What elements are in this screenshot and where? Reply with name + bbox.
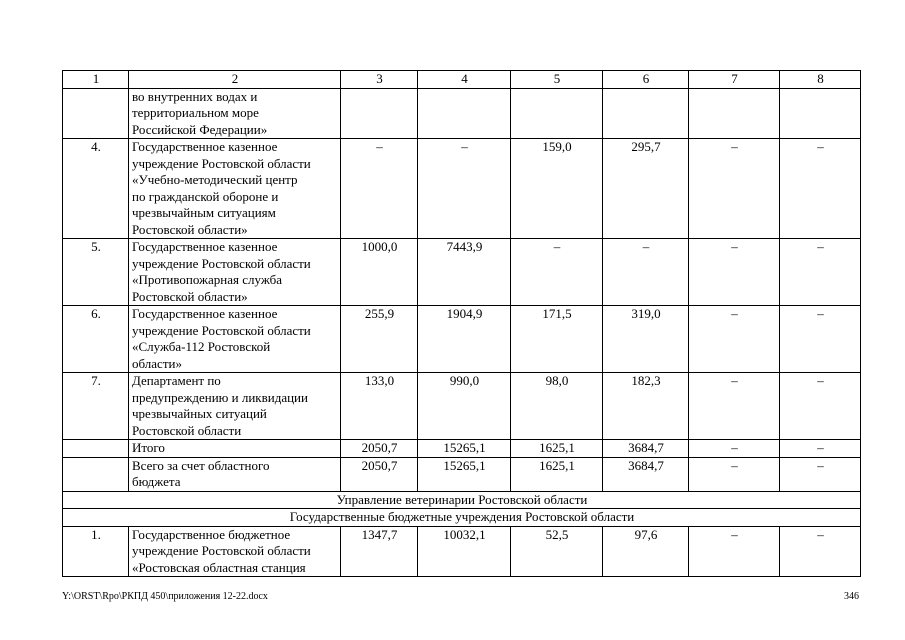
cell-col7: – — [689, 457, 780, 491]
row-number: 7. — [63, 373, 129, 440]
cell-col6: – — [603, 239, 689, 306]
table-row — [63, 373, 861, 440]
row-number: 6. — [63, 306, 129, 373]
cell-col3: 1347,7 — [341, 526, 418, 577]
column-header: 4 — [418, 71, 511, 89]
cell-col8: – — [780, 373, 861, 440]
section-row-institution-type — [63, 509, 861, 527]
row-name: Итого — [129, 440, 341, 458]
budget-table — [62, 70, 861, 577]
row-name: Государственное казенное учреждение Ростовской области «Учебно-методический центр по гражданской обороне и чрезвычайным ситуациям Ростовской области» — [129, 139, 341, 239]
cell-col7: – — [689, 239, 780, 306]
cell-col4 — [418, 88, 511, 139]
cell-col8: – — [780, 526, 861, 577]
row-number — [63, 88, 129, 139]
cell-col8: – — [780, 239, 861, 306]
cell-col3: 2050,7 — [341, 440, 418, 458]
cell-col3 — [341, 88, 418, 139]
column-header: 3 — [341, 71, 418, 89]
cell-col3: – — [341, 139, 418, 239]
cell-col5: 1625,1 — [511, 440, 603, 458]
cell-col4: 990,0 — [418, 373, 511, 440]
cell-col5: 52,5 — [511, 526, 603, 577]
row-name: во внутренних водах и территориальном море Российской Федерации» — [129, 88, 341, 139]
cell-col7: – — [689, 139, 780, 239]
row-number: 5. — [63, 239, 129, 306]
cell-col4: – — [418, 139, 511, 239]
column-header: 1 — [63, 71, 129, 89]
section-row-department — [63, 491, 861, 509]
cell-col3: 2050,7 — [341, 457, 418, 491]
section-department-title: Управление ветеринарии Ростовской области — [63, 491, 861, 509]
footer-file-path: Y:\ORST\Rpo\РКПД 450\приложения 12-22.docx — [62, 591, 268, 602]
row-name: Государственное казенное учреждение Ростовской области «Противопожарная служба Ростовской области» — [129, 239, 341, 306]
cell-col6: 182,3 — [603, 373, 689, 440]
row-number: 1. — [63, 526, 129, 577]
cell-col3: 255,9 — [341, 306, 418, 373]
column-header: 2 — [129, 71, 341, 89]
cell-col3: 133,0 — [341, 373, 418, 440]
cell-col4: 1904,9 — [418, 306, 511, 373]
column-header: 8 — [780, 71, 861, 89]
table-row — [63, 239, 861, 306]
table-row — [63, 526, 861, 577]
column-header: 6 — [603, 71, 689, 89]
cell-col6: 3684,7 — [603, 440, 689, 458]
cell-col7: – — [689, 526, 780, 577]
table-row — [63, 306, 861, 373]
cell-col6: 295,7 — [603, 139, 689, 239]
row-name: Департамент по предупреждению и ликвидации чрезвычайных ситуаций Ростовской области — [129, 373, 341, 440]
section-institution-type-title: Государственные бюджетные учреждения Ростовской области — [63, 509, 861, 527]
cell-col3: 1000,0 — [341, 239, 418, 306]
cell-col7: – — [689, 306, 780, 373]
table-row — [63, 88, 861, 139]
cell-col5: 1625,1 — [511, 457, 603, 491]
cell-col6: 97,6 — [603, 526, 689, 577]
cell-col7: – — [689, 373, 780, 440]
cell-col6 — [603, 88, 689, 139]
column-header: 5 — [511, 71, 603, 89]
table-row — [63, 139, 861, 239]
row-name: Всего за счет областного бюджета — [129, 457, 341, 491]
cell-col8 — [780, 88, 861, 139]
cell-col4: 10032,1 — [418, 526, 511, 577]
cell-col5: 171,5 — [511, 306, 603, 373]
cell-col4: 7443,9 — [418, 239, 511, 306]
footer-page-number: 346 — [844, 591, 859, 602]
row-number — [63, 457, 129, 491]
cell-col8: – — [780, 139, 861, 239]
cell-col8: – — [780, 457, 861, 491]
cell-col5: 159,0 — [511, 139, 603, 239]
row-number — [63, 440, 129, 458]
row-name: Государственное казенное учреждение Ростовской области «Служба-112 Ростовской области» — [129, 306, 341, 373]
table-header-row — [63, 71, 861, 89]
table-row-grand-total — [63, 457, 861, 491]
cell-col5: – — [511, 239, 603, 306]
cell-col4: 15265,1 — [418, 457, 511, 491]
cell-col7: – — [689, 440, 780, 458]
cell-col8: – — [780, 440, 861, 458]
column-header: 7 — [689, 71, 780, 89]
cell-col5 — [511, 88, 603, 139]
cell-col7 — [689, 88, 780, 139]
row-number: 4. — [63, 139, 129, 239]
cell-col8: – — [780, 306, 861, 373]
row-name: Государственное бюджетное учреждение Ростовской области «Ростовская областная станция — [129, 526, 341, 577]
cell-col4: 15265,1 — [418, 440, 511, 458]
cell-col5: 98,0 — [511, 373, 603, 440]
cell-col6: 3684,7 — [603, 457, 689, 491]
table-row-total — [63, 440, 861, 458]
cell-col6: 319,0 — [603, 306, 689, 373]
